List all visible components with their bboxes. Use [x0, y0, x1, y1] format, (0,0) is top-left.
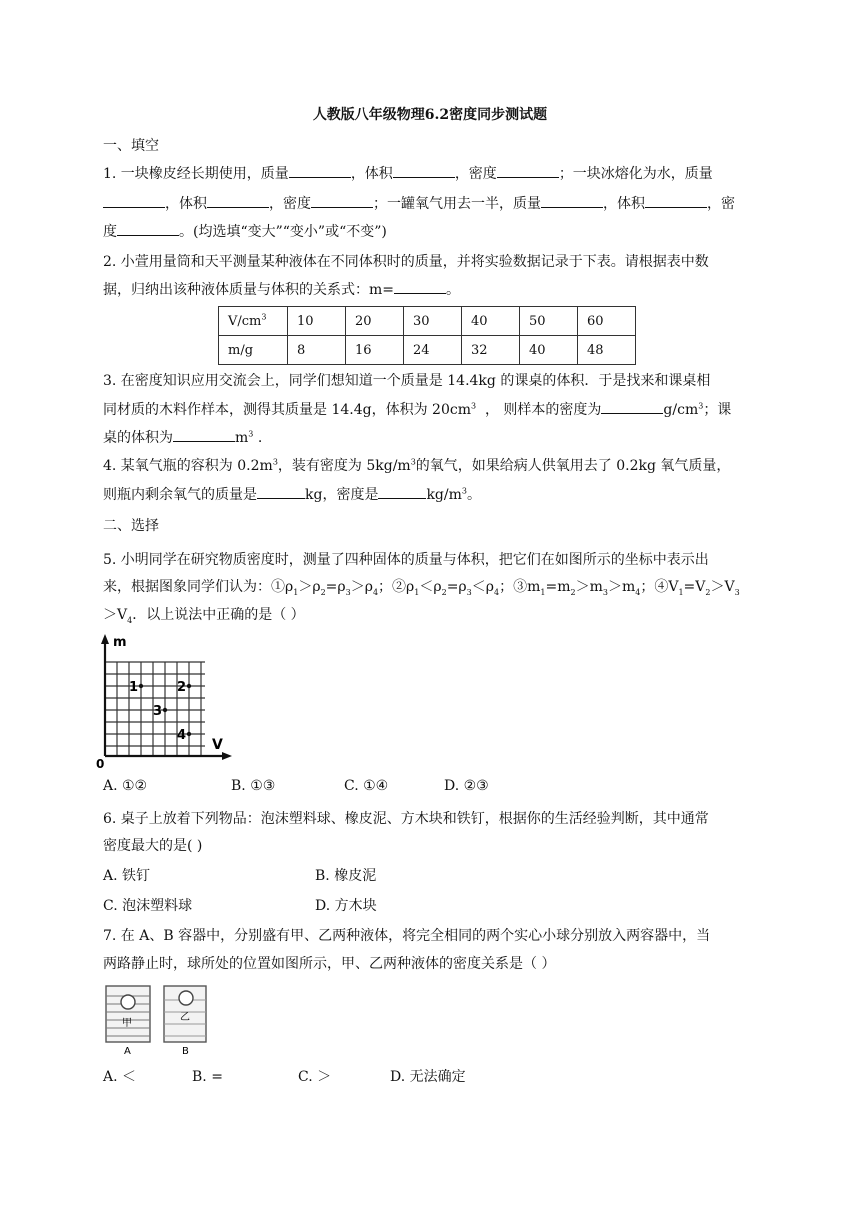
question-1-line-2: [103, 193, 735, 214]
text: g/cm: [663, 402, 699, 418]
question-5-line-1: 5. 小明同学在研究物质密度时，测量了四种固体的质量与体积，把它们在如图所示的坐标中表示出: [103, 552, 709, 568]
text: ，装有密度为 5kg/m: [277, 458, 411, 474]
x-axis-label: V: [212, 737, 223, 753]
text: 同材质的木料作样本，测得其质量是 14.4g，体积为 20cm: [103, 402, 471, 418]
superscript: 3: [698, 401, 704, 411]
data-table: [218, 306, 636, 365]
q6-option-d[interactable]: D. 方木块: [315, 898, 377, 914]
section-heading-choice: 二、选择: [103, 518, 159, 534]
table-row: [219, 307, 636, 336]
question-7-line-1: 7. 在 A、B 容器中，分别盛有甲、乙两种液体，将完全相同的两个实心小球分别放入两容器中，当: [103, 928, 711, 944]
data-point: [163, 708, 167, 712]
answer-blank[interactable]: [378, 484, 426, 499]
answer-blank[interactable]: [311, 193, 373, 208]
container-label-a: A: [124, 1046, 131, 1057]
text: kg/m: [426, 487, 462, 503]
q5-option-c[interactable]: C. ①④: [344, 778, 389, 794]
text: 。: [466, 487, 481, 503]
answer-blank[interactable]: [207, 193, 269, 208]
question-1-line-1: [103, 163, 713, 184]
text: .: [253, 430, 263, 446]
answer-blank[interactable]: [601, 399, 663, 414]
text: 。(均选填“变大”“变小”或“不变”): [179, 224, 387, 240]
q6-option-c[interactable]: C. 泡沫塑料球: [103, 898, 193, 914]
text: ，密度: [269, 196, 311, 212]
superscript: 3: [461, 486, 467, 496]
table-cell: $V/cm^3$: [219, 307, 288, 336]
answer-blank[interactable]: [394, 279, 446, 294]
table-cell: 16: [346, 336, 404, 365]
containers-figure: [100, 982, 220, 1058]
liquid-label-b: 乙: [180, 1012, 190, 1023]
text: ，体积: [165, 196, 207, 212]
origin-label: 0: [96, 757, 105, 771]
q7-option-d[interactable]: D. 无法确定: [390, 1069, 466, 1085]
answer-blank[interactable]: [393, 163, 455, 178]
question-3-line-3: [103, 427, 262, 448]
text: ；课: [703, 402, 732, 418]
superscript: 3: [470, 401, 477, 411]
superscript: 3: [248, 429, 254, 439]
q5-option-b[interactable]: B. ①③: [231, 778, 276, 794]
table-cell: 20: [346, 307, 404, 336]
table-cell: 50: [520, 307, 578, 336]
question-3-line-2: [103, 399, 731, 420]
text: m: [235, 430, 249, 446]
text: kg，密度是: [305, 487, 379, 503]
text: 桌的体积为: [103, 430, 173, 446]
question-2-line-1: 2. 小萱用量筒和天平测量某种液体在不同体积时的质量，并将实验数据记录于下表。请根据表中数: [103, 254, 709, 270]
point-label: 2: [177, 680, 187, 695]
answer-blank[interactable]: [103, 193, 165, 208]
section-heading-fill: 一、填空: [103, 138, 159, 154]
superscript: 3: [272, 457, 278, 467]
text: ， 则样本的密度为: [484, 402, 602, 418]
table-cell: m/g: [219, 336, 288, 365]
question-6-line-1: 6. 桌子上放着下列物品：泡沫塑料球、橡皮泥、方木块和铁钉，根据你的生活经验判断，其中通常: [103, 811, 709, 827]
text: 据，归纳出该种液体质量与体积的关系式：m=: [103, 282, 395, 298]
text: ，体积: [350, 166, 393, 182]
question-5-line-3: $>V_4$．以上说法中正确的是（ ）: [103, 607, 305, 625]
table-cell: 24: [404, 336, 462, 365]
data-point: [187, 684, 191, 688]
table-row: [219, 336, 636, 365]
data-point: [139, 684, 143, 688]
table-cell: 32: [462, 336, 520, 365]
question-3-line-1: 3. 在密度知识应用交流会上，同学们想知道一个质量是 14.4kg 的课桌的体积．于是找来和课桌相: [103, 373, 711, 389]
text: 则瓶内剩余氧气的质量是: [103, 487, 257, 503]
question-4-line-2: [103, 484, 481, 505]
point-label: 3: [153, 704, 163, 719]
question-5-line-2: 来，根据图象同学们认为：$①\rho_1>\rho_2=\rho_3>\rho_4$；$②\rho_1<\rho_2=\rho_3<\rho_4$；$③m_1=m_2>m_3>m_4$；$④V_1=V_2>V_3$: [103, 579, 740, 597]
liquid-label-a: 甲: [122, 1018, 132, 1029]
table-cell: 10: [288, 307, 346, 336]
point-label: 4: [177, 728, 187, 743]
question-1-line-3: [103, 221, 387, 242]
answer-blank[interactable]: [289, 163, 351, 178]
y-axis-label: m: [113, 635, 127, 650]
page-title: 人教版八年级物理6.2密度同步测试题: [312, 107, 548, 123]
text: ；一罐氧气用去一半，质量: [373, 196, 541, 212]
table-cell: 8: [288, 336, 346, 365]
question-2-line-2: [103, 279, 460, 300]
superscript: 3: [410, 457, 416, 467]
answer-blank[interactable]: [117, 221, 179, 236]
answer-blank[interactable]: [173, 427, 235, 442]
text: 的氧气，如果给病人供氧用去了 0.2kg 氧气质量，: [415, 458, 731, 474]
table-cell: 40: [462, 307, 520, 336]
table-cell: 60: [578, 307, 636, 336]
q6-option-b[interactable]: B. 橡皮泥: [315, 868, 377, 884]
text: ，体积: [603, 196, 645, 212]
text: 1. 一块橡皮经长期使用，质量: [103, 166, 289, 182]
point-label: 1: [129, 680, 139, 695]
container-label-b: B: [182, 1046, 189, 1057]
text: ；一块冰熔化为水，质量: [558, 166, 713, 182]
answer-blank[interactable]: [541, 193, 603, 208]
answer-blank[interactable]: [257, 484, 305, 499]
q7-option-b[interactable]: B. =: [192, 1069, 223, 1085]
table-cell: 48: [578, 336, 636, 365]
density-graph-figure: [96, 632, 260, 771]
q5-option-d[interactable]: D. ②③: [444, 778, 489, 794]
answer-blank[interactable]: [497, 163, 559, 178]
q6-option-a[interactable]: A. 铁钉: [103, 868, 151, 884]
question-4-line-1: [103, 456, 730, 476]
table-cell: 30: [404, 307, 462, 336]
text: ，密: [707, 196, 735, 212]
answer-blank[interactable]: [645, 193, 707, 208]
question-7-line-2: 两路静止时，球所处的位置如图所示，甲、乙两种液体的密度关系是（ ）: [103, 956, 556, 972]
q7-option-c[interactable]: C. ＞: [298, 1069, 332, 1085]
text: ，密度: [454, 166, 497, 182]
text: 4. 某氧气瓶的容积为 0.2m: [103, 458, 273, 474]
table-cell: 40: [520, 336, 578, 365]
data-point: [187, 732, 191, 736]
text: 。: [446, 282, 461, 298]
question-6-line-2: 密度最大的是( ): [103, 838, 203, 854]
q7-option-a[interactable]: A. ＜: [103, 1069, 137, 1085]
text: 度: [103, 224, 117, 240]
q5-option-a[interactable]: A. ①②: [103, 778, 148, 794]
